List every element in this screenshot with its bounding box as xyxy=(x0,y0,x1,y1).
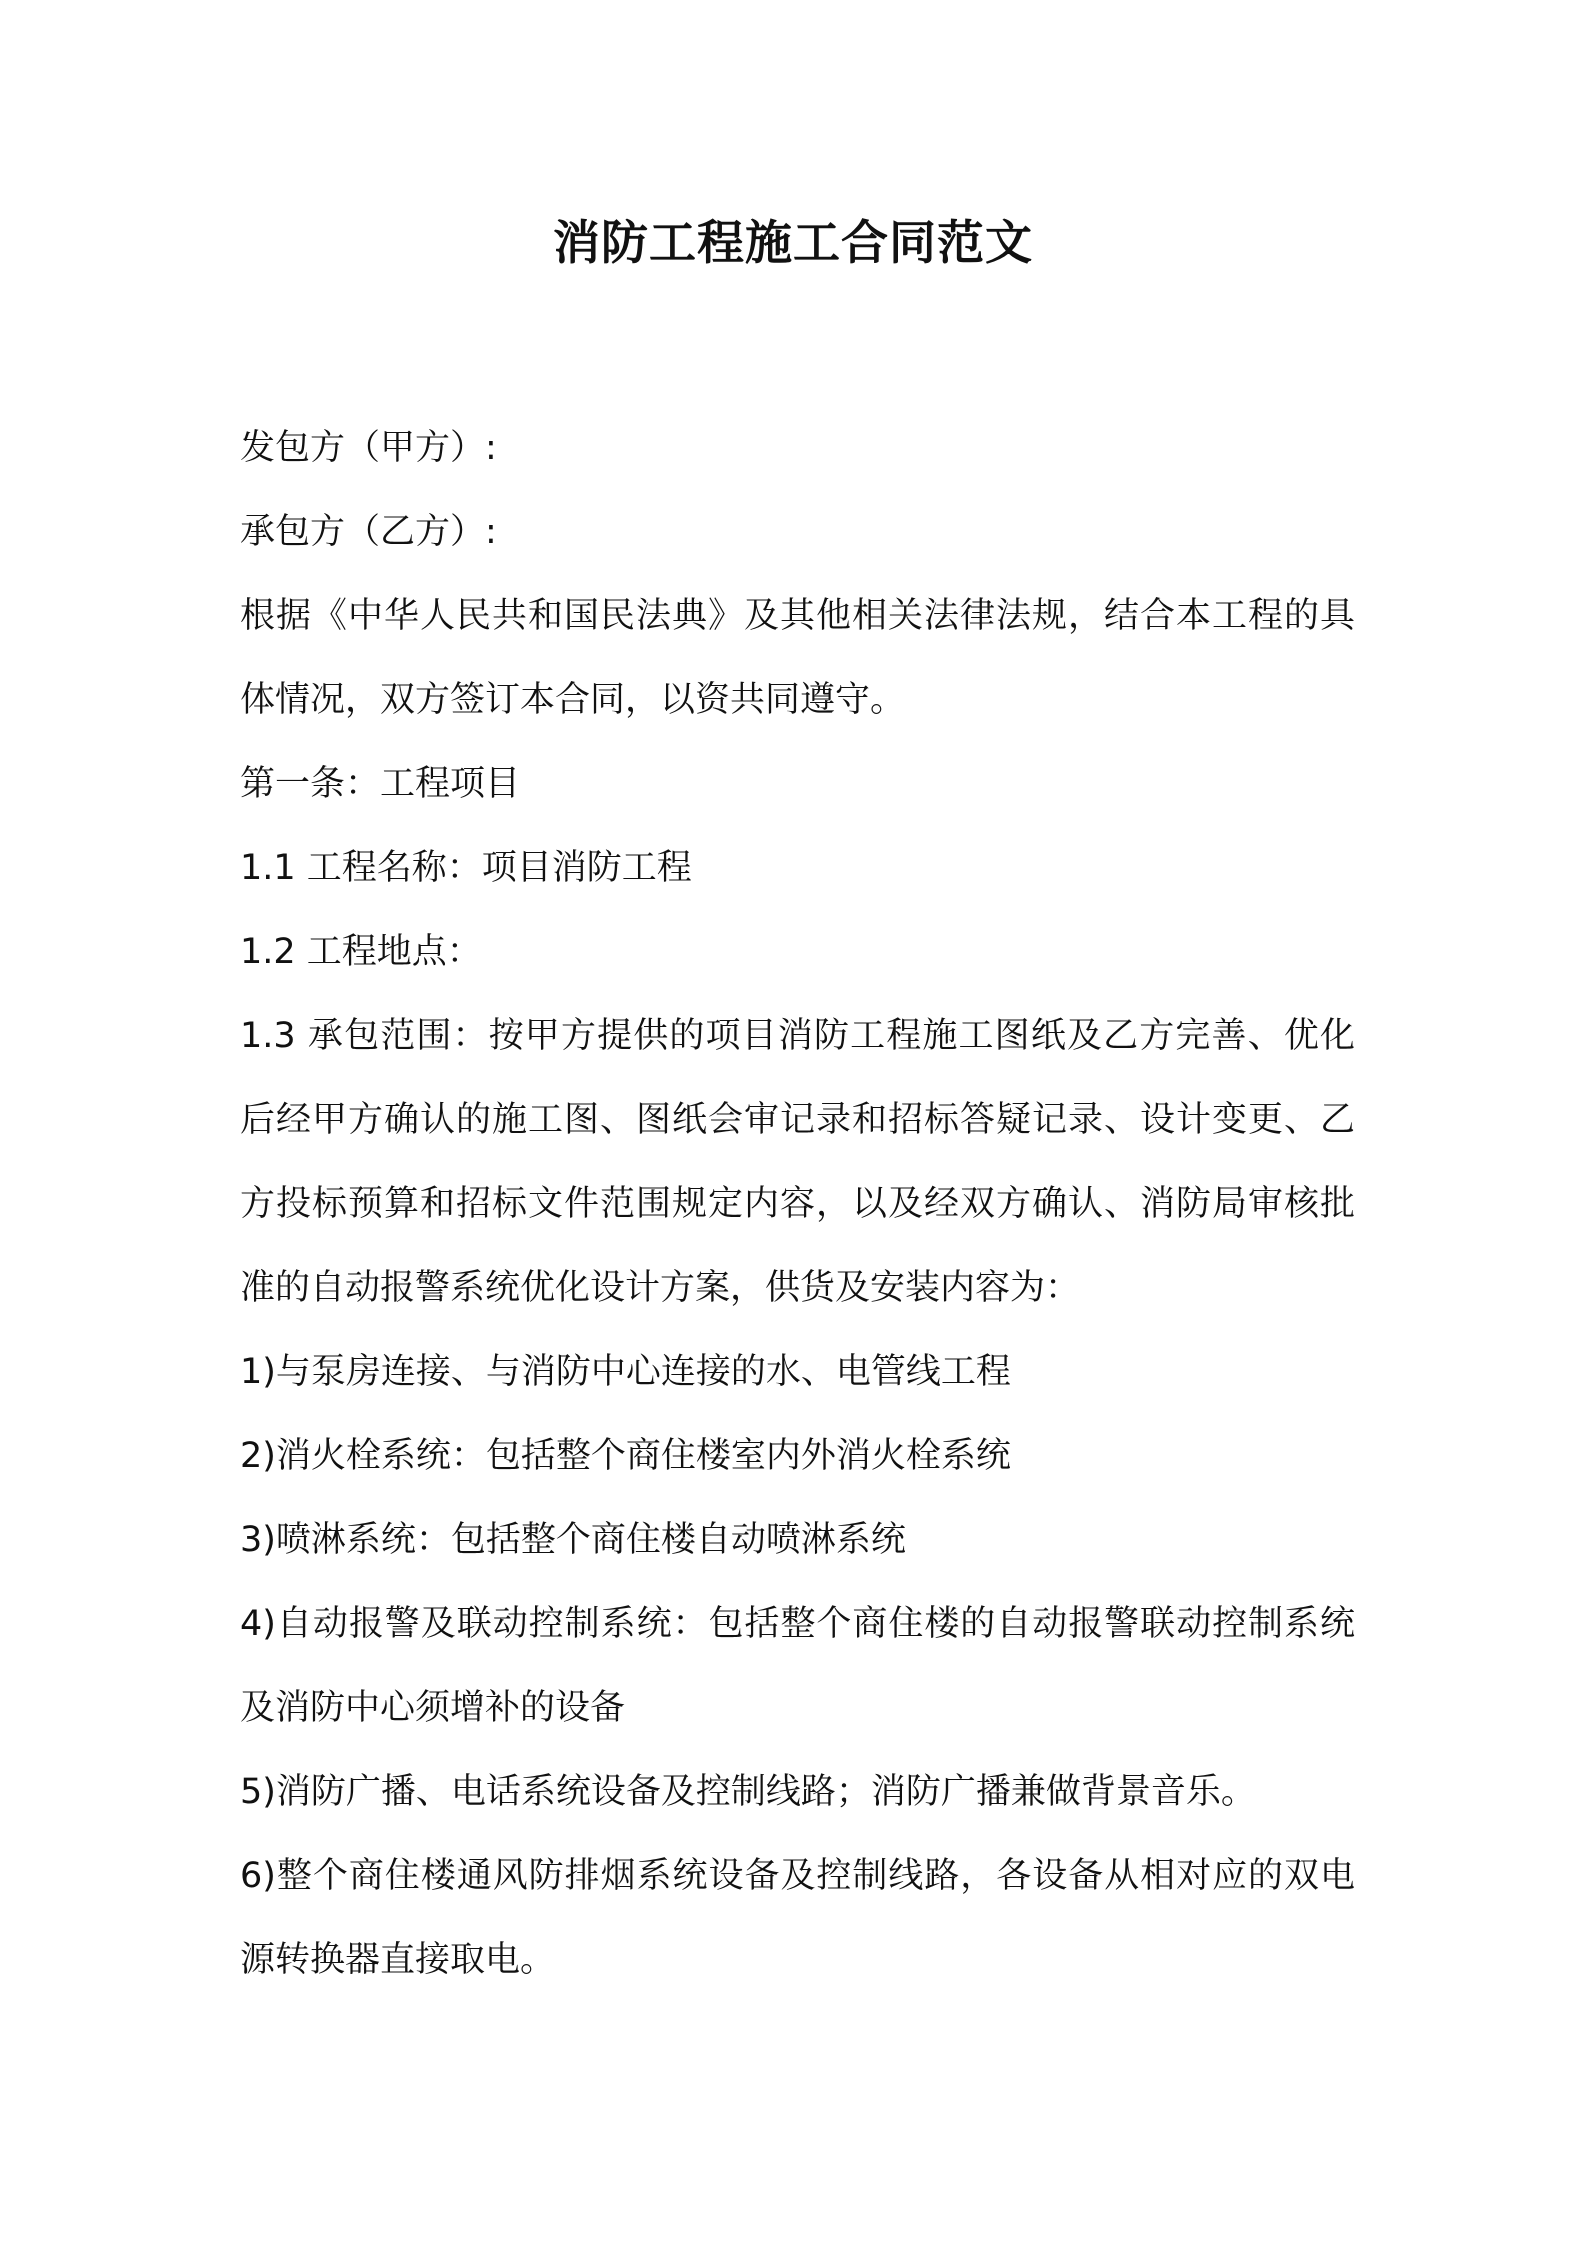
party-a-line: 发包方（甲方）: xyxy=(240,428,497,468)
document-body xyxy=(240,406,1355,2002)
party-b-line: 承包方（乙方）: xyxy=(240,512,497,552)
scope-item-4: 4)自动报警及联动控制系统：包括整个商住楼的自动报警联动控制系统及消防中心须增补的设备 xyxy=(240,1604,1355,1728)
scope-item-1: 1)与泵房连接、与消防中心连接的水、电管线工程 xyxy=(240,1352,1011,1392)
document-title: 消防工程施工合同范文 xyxy=(553,216,1033,271)
clause-1-3: 1.3 承包范围：按甲方提供的项目消防工程施工图纸及乙方完善、优化后经甲方确认的施工图、图纸会审记录和招标答疑记录、设计变更、乙方投标预算和招标文件范围规定内容，以及经双方确认、消防局审核批准的自动报警系统优化设计方案，供货及安装内容为： xyxy=(240,1016,1355,1308)
clause-1-1: 1.1 工程名称：项目消防工程 xyxy=(240,848,692,888)
scope-item-2: 2)消火栓系统：包括整个商住楼室内外消火栓系统 xyxy=(240,1436,1011,1476)
preamble-paragraph: 根据《中华人民共和国民法典》及其他相关法律法规，结合本工程的具体情况，双方签订本合同，以资共同遵守。 xyxy=(240,596,1355,720)
scope-item-5: 5)消防广播、电话系统设备及控制线路；消防广播兼做背景音乐。 xyxy=(240,1772,1256,1812)
scope-item-6: 6)整个商住楼通风防排烟系统设备及控制线路，各设备从相对应的双电源转换器直接取电。 xyxy=(240,1856,1355,1980)
clause-1-2: 1.2 工程地点： xyxy=(240,932,482,972)
scope-item-3: 3)喷淋系统：包括整个商住楼自动喷淋系统 xyxy=(240,1520,906,1560)
article-1-heading: 第一条：工程项目 xyxy=(240,764,521,804)
